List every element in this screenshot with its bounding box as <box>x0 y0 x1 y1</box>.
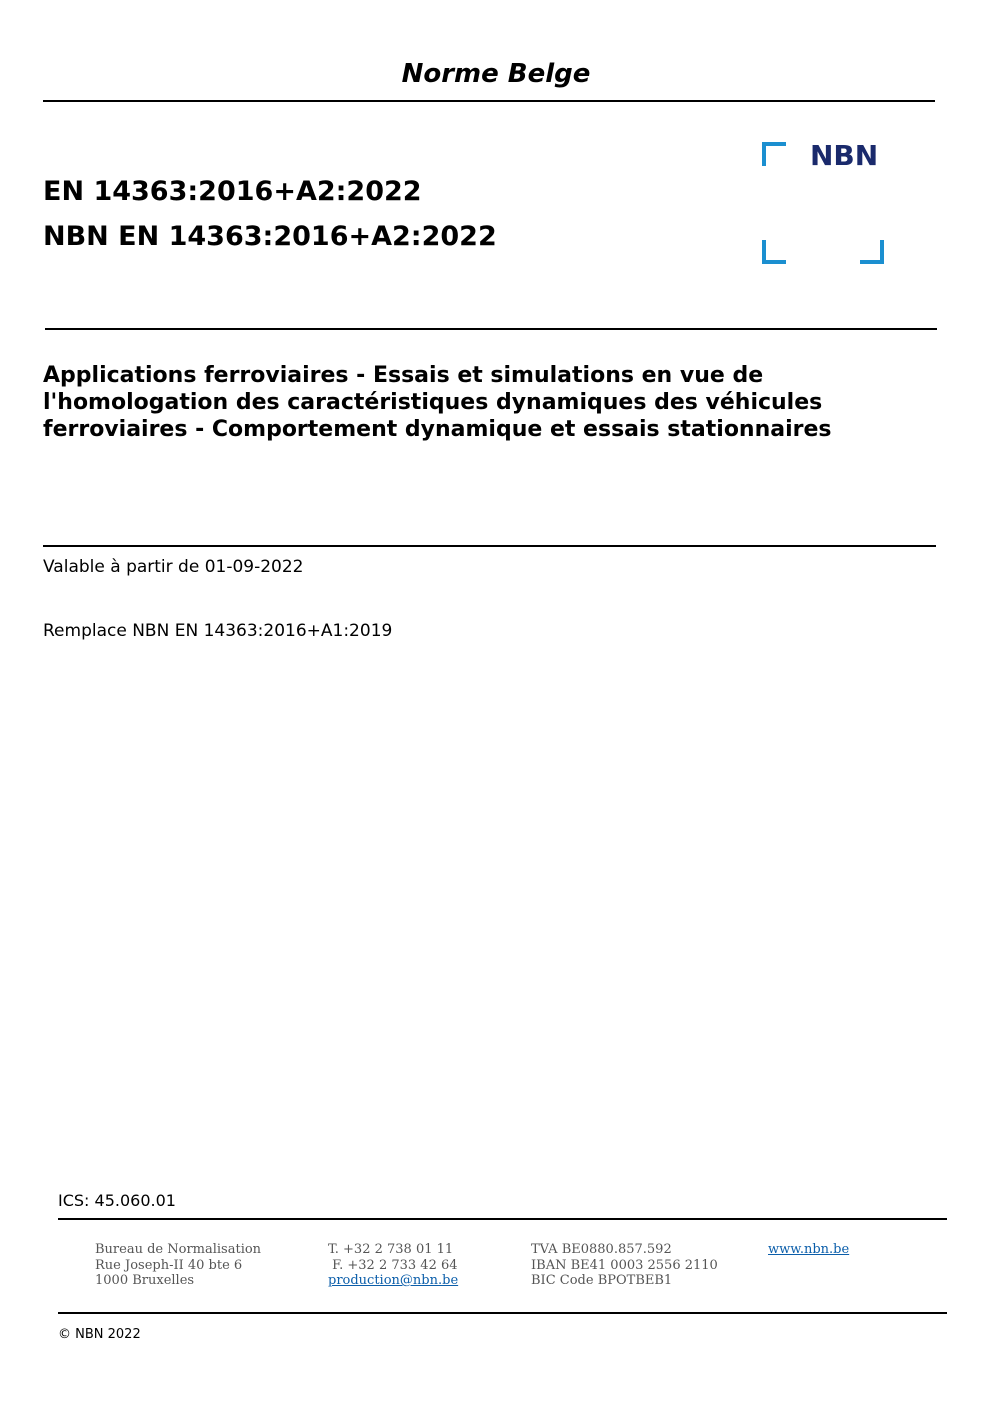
header-divider <box>43 100 935 102</box>
footer-bank <box>531 1242 718 1289</box>
email-link[interactable]: production@nbn.be <box>328 1273 459 1288</box>
copyright-notice: © NBN 2022 <box>58 1327 141 1342</box>
logo-bracket-bottom-left <box>762 240 786 264</box>
document-title: Applications ferroviaires - Essais et simulations en vue de l'homologation des caractéristiques dynamiques des véhicules ferroviaires - Comportement dynamique et essais stationnaires <box>43 363 832 442</box>
title-divider <box>43 545 936 547</box>
ics-code: ICS: 45.060.01 <box>58 1191 176 1210</box>
logo-text: NBN <box>810 139 879 172</box>
address-line-1: Bureau de Normalisation <box>95 1242 262 1257</box>
footer-top-divider <box>58 1218 947 1220</box>
nbn-logo <box>762 139 884 264</box>
vat-number: TVA BE0880.857.592 <box>531 1242 672 1257</box>
standard-divider <box>45 328 937 330</box>
en-standard-number: EN 14363:2016+A2:2022 <box>43 176 422 207</box>
footer-bottom-divider <box>58 1312 947 1314</box>
phone-number: T. +32 2 738 01 11 <box>328 1242 454 1257</box>
footer-website <box>768 1242 849 1258</box>
valid-from-date: Valable à partir de 01-09-2022 <box>43 557 304 577</box>
logo-bracket-top-left <box>762 142 786 166</box>
page-header-title: Norme Belge <box>401 59 591 89</box>
iban-number: IBAN BE41 0003 2556 2110 <box>531 1257 718 1273</box>
footer-contact <box>328 1242 458 1289</box>
replaces-standard: Remplace NBN EN 14363:2016+A1:2019 <box>43 621 393 641</box>
footer-address <box>95 1242 261 1289</box>
fax-number: F. +32 2 733 42 64 <box>328 1257 458 1273</box>
website-link[interactable]: www.nbn.be <box>768 1242 850 1257</box>
bic-code: BIC Code BPOTBEB1 <box>531 1273 673 1288</box>
address-line-2: Rue Joseph-II 40 bte 6 <box>95 1257 243 1273</box>
nbn-standard-number: NBN EN 14363:2016+A2:2022 <box>43 221 497 252</box>
address-line-3: 1000 Bruxelles <box>95 1273 195 1288</box>
logo-bracket-bottom-right <box>860 240 884 264</box>
